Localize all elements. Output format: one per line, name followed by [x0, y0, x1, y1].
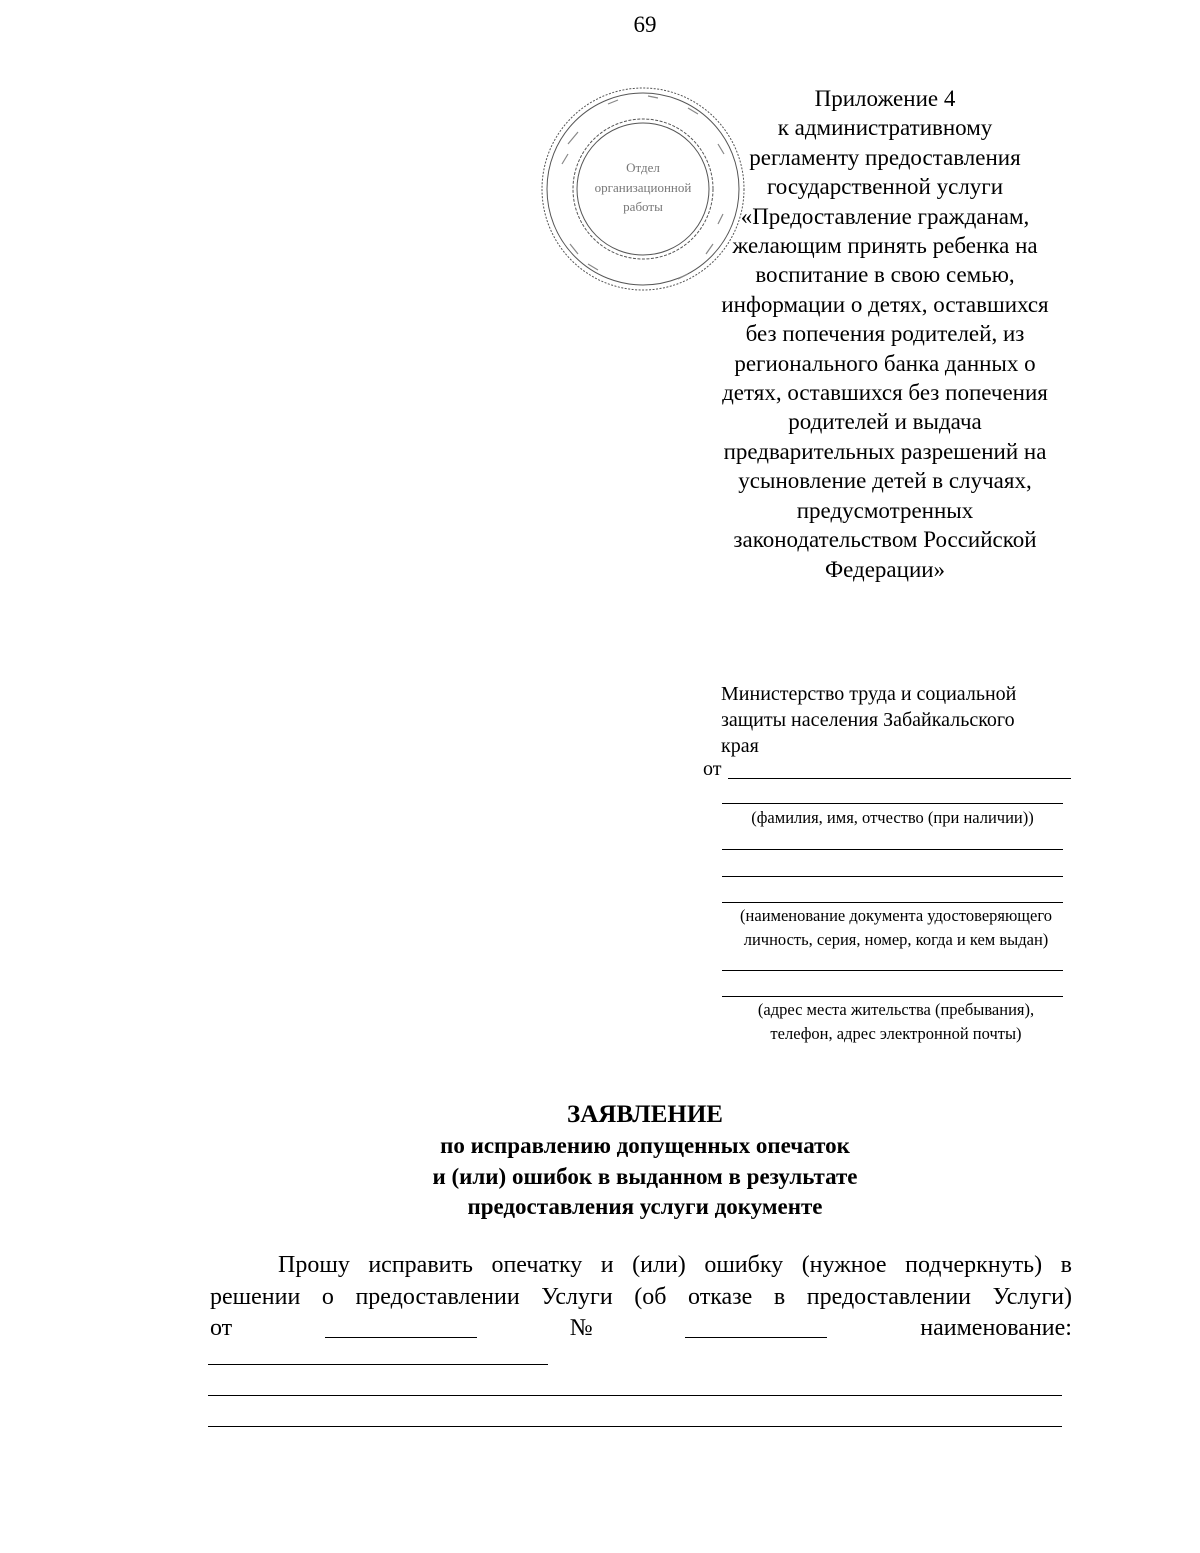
appendix-line: регламенту предоставления: [749, 144, 1021, 170]
document-subtitle: [0, 1131, 1200, 1223]
appendix-line: информации о детях, оставшихся: [721, 291, 1049, 317]
appendix-header: [690, 84, 1080, 584]
appendix-line: к административному: [777, 115, 993, 141]
paragraph-line-2: решении о предоставлении Услуги (об отказе в предоставлении Услуги): [210, 1283, 1072, 1310]
id-document-field-2[interactable]: [722, 876, 1063, 877]
address-field-1[interactable]: [722, 970, 1063, 971]
appendix-line: родителей и выдача: [788, 409, 982, 435]
subtitle-line: предоставления услуги документе: [467, 1194, 823, 1219]
document-title: ЗАЯВЛЕНИЕ: [567, 1101, 723, 1128]
id-document-field-3[interactable]: [722, 902, 1063, 903]
request-paragraph: [210, 1250, 1072, 1345]
addressee-block: [721, 681, 1081, 759]
appendix-line: усыновление детей в случаях,: [738, 468, 1032, 494]
document-name-field-3[interactable]: [208, 1426, 1062, 1427]
subtitle-line: по исправлению допущенных опечаток: [440, 1133, 850, 1158]
from-label: от: [703, 758, 722, 780]
address-caption: [716, 998, 1076, 1046]
appendix-line: государственной услуги: [766, 174, 1004, 200]
appendix-line: Приложение 4: [814, 86, 956, 111]
appendix-line: детях, оставшихся без попечения: [722, 380, 1048, 406]
addressee-line: защиты населения Забайкальского: [721, 709, 1015, 731]
appendix-line: предварительных разрешений на: [723, 438, 1047, 464]
id-document-field-1[interactable]: [722, 849, 1063, 850]
appendix-line: «Предоставление гражданам,: [740, 203, 1030, 229]
appendix-line: предусмотренных: [796, 497, 974, 523]
appendix-line: регионального банка данных о: [734, 350, 1036, 376]
address-field-2[interactable]: [722, 996, 1063, 997]
appendix-line: законодательством Российской: [733, 527, 1037, 553]
stamp-text-1: Отдел: [626, 160, 660, 175]
appendix-line: без попечения родителей, из: [745, 321, 1025, 347]
appendix-line: Федерации»: [824, 556, 946, 582]
caption-line: телефон, адрес электронной почты): [770, 1024, 1022, 1043]
subtitle-line: и (или) ошибок в выданном в результате: [432, 1163, 858, 1189]
id-document-caption: [716, 904, 1076, 952]
page-number: 69: [633, 12, 657, 37]
decision-date-field[interactable]: [325, 1313, 477, 1338]
applicant-name-field-2[interactable]: [722, 803, 1063, 804]
number-sign: №: [569, 1315, 593, 1341]
addressee-line: края: [721, 735, 759, 757]
paragraph-line-3: [210, 1313, 1072, 1345]
document-name-field-1[interactable]: [208, 1364, 548, 1365]
from-word: от: [210, 1315, 233, 1341]
caption-line: (наименование документа удостоверяющего: [740, 906, 1052, 925]
caption-line: (адрес места жительства (пребывания),: [757, 1000, 1035, 1019]
caption-line: личность, серия, номер, когда и кем выдан): [743, 930, 1049, 949]
paragraph-line-1: Прошу исправить опечатку и (или) ошибку (нужное подчеркнуть) в: [278, 1252, 1072, 1278]
fio-caption: (фамилия, имя, отчество (при наличии)): [751, 808, 1034, 827]
decision-number-field[interactable]: [685, 1313, 827, 1338]
name-label: наименование:: [920, 1315, 1072, 1341]
addressee-line: Министерство труда и социальной: [721, 683, 1017, 705]
applicant-name-field[interactable]: [728, 778, 1071, 779]
appendix-line: воспитание в свою семью,: [755, 262, 1015, 288]
stamp-text-3: работы: [623, 199, 663, 214]
stamp-text-2: организационной: [594, 180, 692, 195]
document-name-field-2[interactable]: [208, 1395, 1062, 1396]
appendix-line: желающим принять ребенка на: [732, 233, 1038, 259]
